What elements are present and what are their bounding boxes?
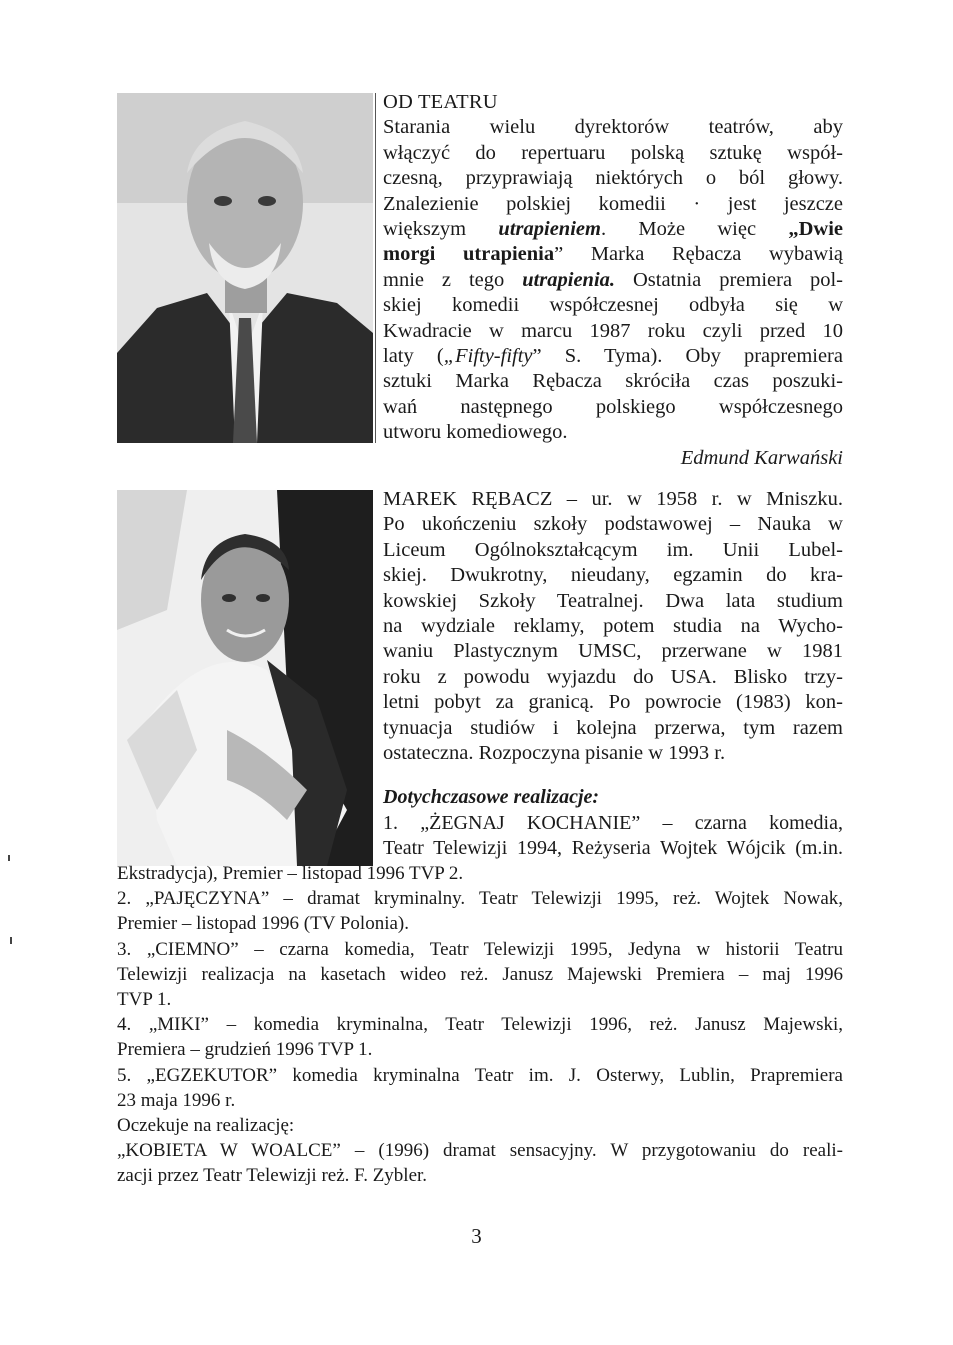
emphasis: utrapieniem [498, 218, 601, 241]
list-item-line: „KOBIETA W WOALCE” – (1996) dramat sensacyjny. W przygotowaniu do reali- [117, 1140, 843, 1162]
portrait-photo-marek-rebacz [117, 490, 373, 866]
text-line: Po ukończeniu szkoły podstawowej – Nauka w [383, 513, 843, 536]
strong-title: morgi utrapienia [383, 243, 555, 266]
text-line: utworu komediowego. [383, 421, 568, 444]
text-line: Teatr Telewizji 1994, Reżyseria Wojtek Wójcik (m.in. [383, 837, 843, 859]
text-span: mnie z tego [383, 268, 523, 291]
text-line: roku z powodu wyjazdu do USA. Blisko trzy- [383, 665, 843, 688]
text-line: czesną, przyprawiają niektórych o ból głowy. [383, 167, 843, 190]
portrait-image-top [117, 93, 373, 443]
text-line: tynuacja studiów i kolejna przerwa, tym razem [383, 716, 843, 739]
column-rule [375, 93, 376, 443]
list-item-line: zacji przez Teatr Telewizji reż. F. Zybler. [117, 1165, 428, 1187]
list-item-line: Premier – listopad 1996 (TV Polonia). [117, 913, 410, 935]
strong-title: „Dwie [788, 218, 843, 241]
list-item-line: TVP 1. [117, 989, 172, 1011]
text-line: włączyć do repertuaru polską sztukę współ- [383, 141, 843, 164]
list-item-line: 4. „MIKI” – komedia kryminalna, Teatr Telewizji 1996, reż. Janusz Majewski, [117, 1014, 843, 1036]
text-line: sztuki Marka Rębacza skróciła czas poszuki- [383, 370, 843, 393]
list-item-line: 5. „EGZEKUTOR” komedia kryminalna Teatr im. J. Osterwy, Lublin, Prapremiera [117, 1064, 843, 1086]
portrait-photo-edmund-karwanski [117, 93, 373, 443]
list-item-line: Oczekuje na realizację: [117, 1115, 295, 1137]
text-line: Liceum Ogólnokształcącym im. Unii Lubel- [383, 538, 843, 561]
text-span: Ostatnia premiera pol- [615, 268, 844, 291]
list-item-line: Premiera – grudzień 1996 TVP 1. [117, 1039, 373, 1061]
text-span: ” S. Tyma). Oby prapremiera [532, 345, 843, 368]
text-line: MAREK RĘBACZ – ur. w 1958 r. w Mniszku. [383, 488, 843, 510]
text-line [383, 217, 843, 242]
text-line: Starania wielu dyrektorów teatrów, aby [383, 116, 843, 139]
list-item-line: Telewizji realizacja na kasetach wideo reż. Janusz Majewski Premiera – maj 1996 [117, 963, 843, 985]
section-title: OD TEATRU [383, 91, 498, 113]
text-line: skiej komedii współczesnej odbyła się w [383, 294, 843, 317]
text-line: Kwadracie w marcu 1987 roku czyli przed 10 [383, 319, 843, 342]
list-item-line: 23 maja 1996 r. [117, 1089, 236, 1111]
emphasis: „Fifty-fifty [443, 345, 533, 368]
text-line: letni pobyt za granicą. Po powrocie (1983) kon- [383, 691, 843, 714]
realizations-label: Dotychczasowe realizacje: [383, 786, 600, 808]
text-line: na wydziale reklamy, potem studia na Wycho- [383, 615, 843, 638]
text-span: większym [383, 218, 499, 241]
signature: Edmund Karwański [680, 446, 843, 469]
text-line: wań następnego polskiego współczesnego [383, 395, 843, 418]
text-line: 1. „ŻEGNAJ KOCHANIE” – czarna komedia, [383, 811, 843, 834]
text-line: ostateczna. Rozpoczyna pisanie w 1993 r. [383, 742, 726, 765]
text-line [383, 242, 843, 267]
page-number: 3 [471, 1224, 482, 1248]
text-line: waniu Plastycznym UMSC, przerwane w 1981 [383, 640, 843, 663]
realizations-heading-block [383, 785, 843, 862]
scan-mark [10, 937, 12, 944]
text-line [383, 344, 843, 369]
list-item-line: 3. „CIEMNO” – czarna komedia, Teatr Telewizji 1995, Jedyna w historii Teatru [117, 938, 843, 960]
list-item-line: 2. „PAJĘCZYNA” – dramat kryminalny. Teatr Telewizji 1995, reż. Wojtek Nowak, [117, 888, 843, 910]
text-span: laty ( [383, 345, 444, 368]
section-author-bio [383, 487, 843, 766]
realizations-list [117, 861, 843, 1189]
text-line [383, 268, 843, 293]
list-item-line: Ekstradycja), Premier – listopad 1996 TVP 2. [117, 863, 464, 884]
text-line: kowskiej Szkoły Teatralnej. Dwa lata studium [383, 589, 843, 612]
text-span: ” Marka Rębacza wybawią [554, 243, 843, 266]
text-line: skiej. Dwukrotny, nieudany, egzamin do kra- [383, 564, 843, 587]
portrait-image-bottom [117, 490, 373, 866]
text-span: . Może więc [600, 218, 789, 241]
text-line: Znalezienie polskiej komedii · jest jeszcze [383, 192, 843, 215]
emphasis: utrapienia. [522, 268, 616, 291]
scan-mark [8, 855, 10, 861]
section-od-teatru [383, 90, 843, 471]
